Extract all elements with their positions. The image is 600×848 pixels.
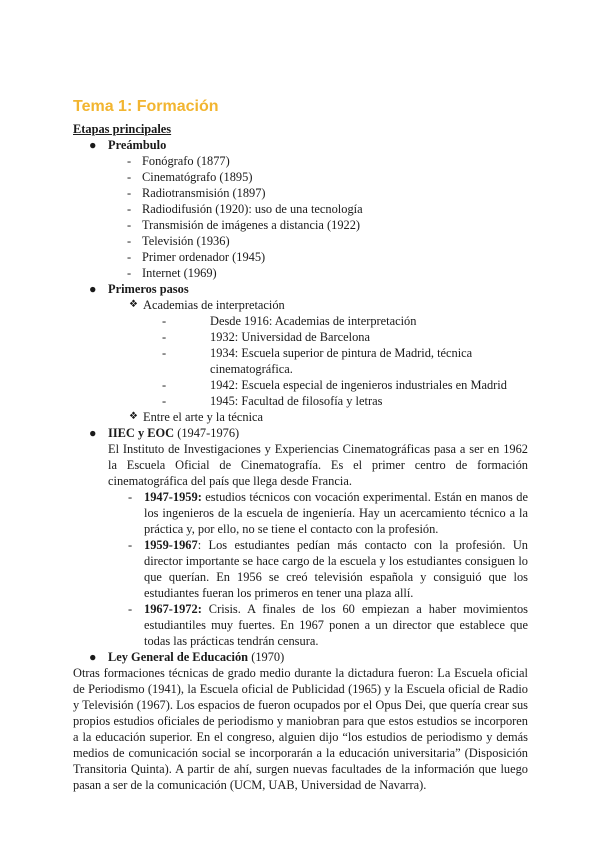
- ley-year: (1970): [251, 650, 285, 664]
- academias-list: [73, 313, 528, 409]
- bullet-dot-icon: ●: [89, 282, 97, 296]
- list-item: - Primer ordenador (1945): [127, 250, 266, 264]
- list-item: - 1932: Universidad de Barcelona: [162, 330, 370, 344]
- list-item: - 1959-1967: Los estudiantes pedían más contacto con la profesión. Un director importante se hace cargo de la escuela y los estudiantes consiguen lo que querían. En 1956 se creó televisión española y consiguió que los estudiantes fueran los primeros en tener una plaza allí.: [128, 538, 528, 600]
- diamond-bullet-icon: ❖: [129, 411, 138, 422]
- list-item: - 1945: Facultad de filosofía y letras: [162, 394, 383, 408]
- list-item: - Desde 1916: Academias de interpretación: [162, 314, 417, 328]
- page-title: Tema 1: Formación: [73, 98, 219, 115]
- iiec-heading: IIEC y EOC: [108, 426, 175, 440]
- sub-bullet-academias: ❖ Academias de interpretación: [129, 298, 285, 312]
- preambulo-heading: Preámbulo: [108, 138, 167, 152]
- diamond-bullet-icon: ❖: [129, 299, 138, 310]
- bullet-dot-icon: ●: [89, 426, 97, 440]
- list-item: - 1967-1972: Crisis. A finales de los 60 empiezan a haber movimientos estudiantiles muy fuertes. En 1967 ponen a un director que establece que todas las prácticas tendrán censura.: [128, 602, 528, 648]
- iiec-list: [73, 489, 528, 649]
- list-item: - Fonógrafo (1877): [127, 154, 230, 168]
- bullet-dot-icon: ●: [89, 650, 97, 664]
- iiec-paragraph: El Instituto de Investigaciones y Experiencias Cinematográficas pasa a ser en 1962 la Escuela Oficial de Cinematografía. Es el primer centro de formación cinematográfica del país que llega desde Francia.: [108, 442, 528, 488]
- sub-bullet-arte-tecnica: ❖ Entre el arte y la técnica: [129, 410, 264, 424]
- preambulo-list: [73, 153, 528, 281]
- list-item: - Cinematógrafo (1895): [127, 170, 253, 184]
- ley-paragraph: Otras formaciones técnicas de grado medio durante la dictadura fueron: La Escuela oficial de Periodismo (1941), la Escuela oficial de Publicidad (1965) y la Escuela oficial de Radio y Televisión (1967). Los espacios de fueron ocupados por el Opus Dei, que quería crear sus propios estudios oficiales de periodismo y maniobran para que estos estudios se incorporen a la educación superior. En el congreso, alguien dijo “los estudios de periodismo y demás medios de comunicación social se incorporarán a la educación universitaria” (Disposición Transitoria Quinta). A partir de ahí, surgen nuevas facultades de la información que luego pasan a ser de la comunicación (UCM, UAB, Universidad de Navarra).: [73, 666, 528, 792]
- primeros-heading: Primeros pasos: [108, 282, 189, 296]
- bullet-preambulo: [73, 137, 528, 153]
- list-item: - 1934: Escuela superior de pintura de Madrid, técnica cinematográfica.: [162, 346, 473, 376]
- iiec-years: (1947-1976): [177, 426, 240, 440]
- list-item: - 1947-1959: estudios técnicos con vocación experimental. Están en manos de los ingenieros de la escuela de ingeniería. Hay un acercamiento técnico a la práctica y, por ello, no se tiene el contacto con la profesión.: [128, 490, 528, 536]
- document-content: [73, 97, 528, 793]
- list-item: - Radiodifusión (1920): uso de una tecnología: [127, 202, 363, 216]
- list-item: - Radiotransmisión (1897): [127, 186, 266, 200]
- list-item: - 1942: Escuela especial de ingenieros industriales en Madrid: [162, 378, 507, 392]
- list-item: - Internet (1969): [127, 266, 217, 280]
- bullet-dot-icon: ●: [89, 138, 97, 152]
- list-item: - Transmisión de imágenes a distancia (1922): [127, 218, 361, 232]
- list-item: - Televisión (1936): [127, 234, 230, 248]
- ley-heading: Ley General de Educación: [108, 650, 249, 664]
- bullet-ley-general: [73, 649, 528, 665]
- bullet-primeros-pasos: [73, 281, 528, 297]
- bullet-iiec: [73, 425, 528, 441]
- section-title: Etapas principales: [73, 122, 172, 136]
